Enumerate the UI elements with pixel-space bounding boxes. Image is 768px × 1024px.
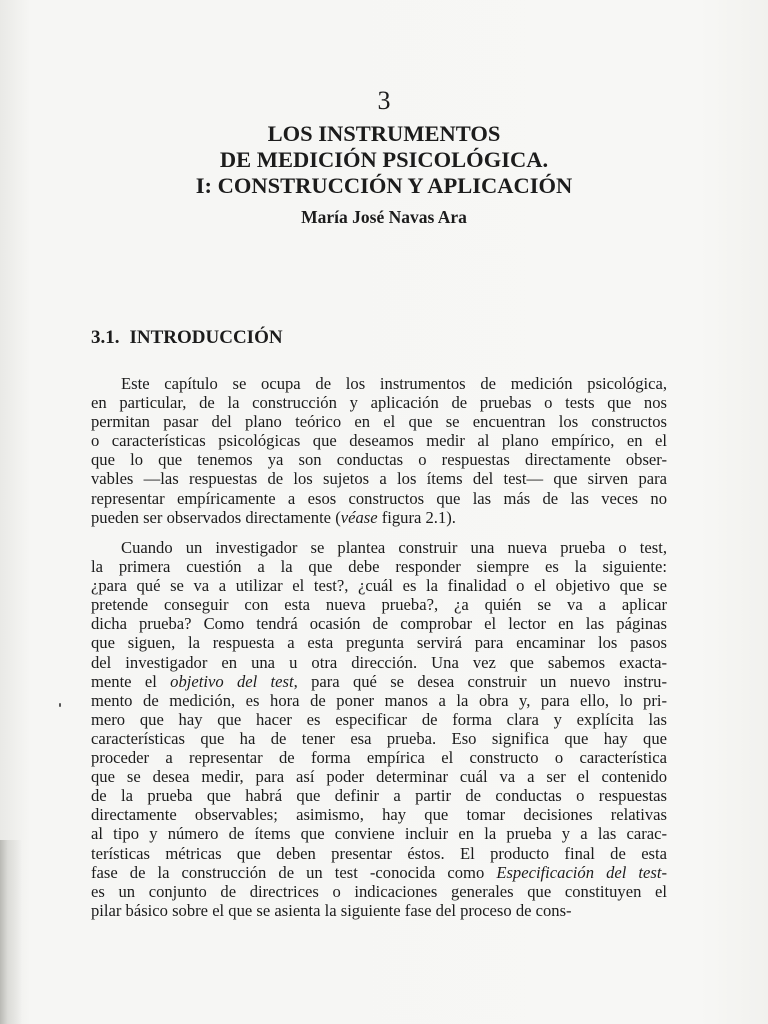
italic-text: objetivo del test [170,671,294,691]
text-line [91,557,667,576]
text-segment: mente el [91,671,171,691]
chapter-title-line: I: CONSTRUCCIÓN Y APLICACIÓN [195,173,573,198]
text-segment: representar empíricamente a esos constructos que las más de las veces no [91,488,667,508]
text-line [91,431,667,450]
text-segment: pilar básico sobre el que se asienta la siguiente fase del proceso de cons- [91,900,572,920]
chapter-author: María José Navas Ara [301,207,467,227]
text-line [91,374,667,393]
text-line [91,805,667,824]
text-segment: mento de medición, es hora de poner manos a la obra y, para ello, lo pri- [91,690,667,710]
text-line [91,450,667,469]
text-segment: dicha prueba? Como tendrá ocasión de comprobar el lector en las páginas [91,614,667,634]
scan-speck [59,703,61,707]
text-segment: directamente observables; asimismo, hay que tomar decisiones relativas [91,805,667,825]
text-segment: Este capítulo se ocupa de los instrumentos de medición psicológica, [121,374,667,393]
text-segment: pretende conseguir con esta nueva prueba?, ¿a quién se va a aplicar [91,595,667,615]
chapter-title-line: DE MEDICIÓN PSICOLÓGICA. [219,147,549,172]
text-segment: permitan pasar del plano teórico en el que se encuentran los constructos [91,412,667,432]
italic-text: véase [340,507,378,527]
text-segment: ¿para qué se va a utilizar el test?, ¿cuál es la finalidad o el objetivo que se [91,576,667,596]
text-line [91,595,667,614]
text-segment: proceder a representar de forma empírica el constructo o característica [91,748,667,768]
text-line [91,614,667,633]
text-line [91,901,667,920]
italic-text: Especificación del test [496,862,662,882]
text-segment: del investigador en una u otra dirección. Una vez que sabemos exacta- [91,652,667,672]
chapter-number: 3 [377,86,391,115]
text-segment: o características psicológicas que deseamos medir al plano empírico, en el [91,431,667,451]
text-line [91,508,667,527]
text-line [91,786,667,805]
text-line [91,691,667,710]
text-segment: que se desea medir, para así poder determinar cuál va a ser el contenido [91,767,667,787]
text-line [91,576,667,595]
page-edge-shadow [0,840,22,1024]
text-segment: fase de la construcción de un test -conocida como [91,862,497,882]
text-line [91,653,667,672]
text-segment: vables —las respuestas de los sujetos a los ítems del test— que sirven para [91,469,667,489]
text-line [91,538,667,557]
text-segment: terísticas métricas que deben presentar éstos. El producto final de esta [91,843,667,863]
text-line [91,729,667,748]
text-line [91,748,667,767]
text-segment: la primera cuestión a la que debe responder siempre es la siguiente: [91,557,667,577]
text-line [91,844,667,863]
section-title: INTRODUCCIÓN [129,327,283,348]
text-segment: al tipo y número de ítems que conviene incluir en la prueba y a las carac- [91,824,667,844]
text-line [91,710,667,729]
text-line [91,824,667,843]
text-line [91,672,667,691]
text-line [91,393,667,412]
text-segment: de la prueba que habrá que definir a partir de conductas o respuestas [91,786,667,806]
text-segment: es un conjunto de directrices o indicaciones generales que constituyen el [91,881,667,901]
text-line [91,469,667,488]
text-segment: - [661,862,667,882]
text-segment: , para qué se desea construir un nuevo instru- [293,671,667,691]
text-segment: figura 2.1). [377,507,456,527]
text-line [91,767,667,786]
text-segment: características que ha de tener esa prueba. Eso significa que hay que [91,728,667,748]
chapter-title [0,121,768,199]
paragraph-introduction [91,374,667,527]
text-line [91,863,667,882]
text-segment: mero que hay que hacer es especificar de forma clara y explícita las [91,709,667,729]
text-segment: en particular, de la construcción y aplicación de pruebas o tests que nos [91,393,667,413]
text-segment: pueden ser observados directamente ( [91,507,341,527]
text-segment: que siguen, la respuesta a esta pregunta servirá para encaminar los pasos [91,633,667,653]
text-line [91,882,667,901]
text-line [91,412,667,431]
section-number: 3.1. [91,327,120,348]
chapter-title-line: LOS INSTRUMENTOS [267,121,501,146]
paragraph-test-objective [91,538,667,920]
text-segment: Cuando un investigador se plantea construir una nueva prueba o test, [121,538,667,557]
text-segment: que lo que tenemos ya son conductas o respuestas directamente obser- [91,450,667,470]
section-heading [91,327,283,349]
text-line [91,633,667,652]
text-line [91,489,667,508]
